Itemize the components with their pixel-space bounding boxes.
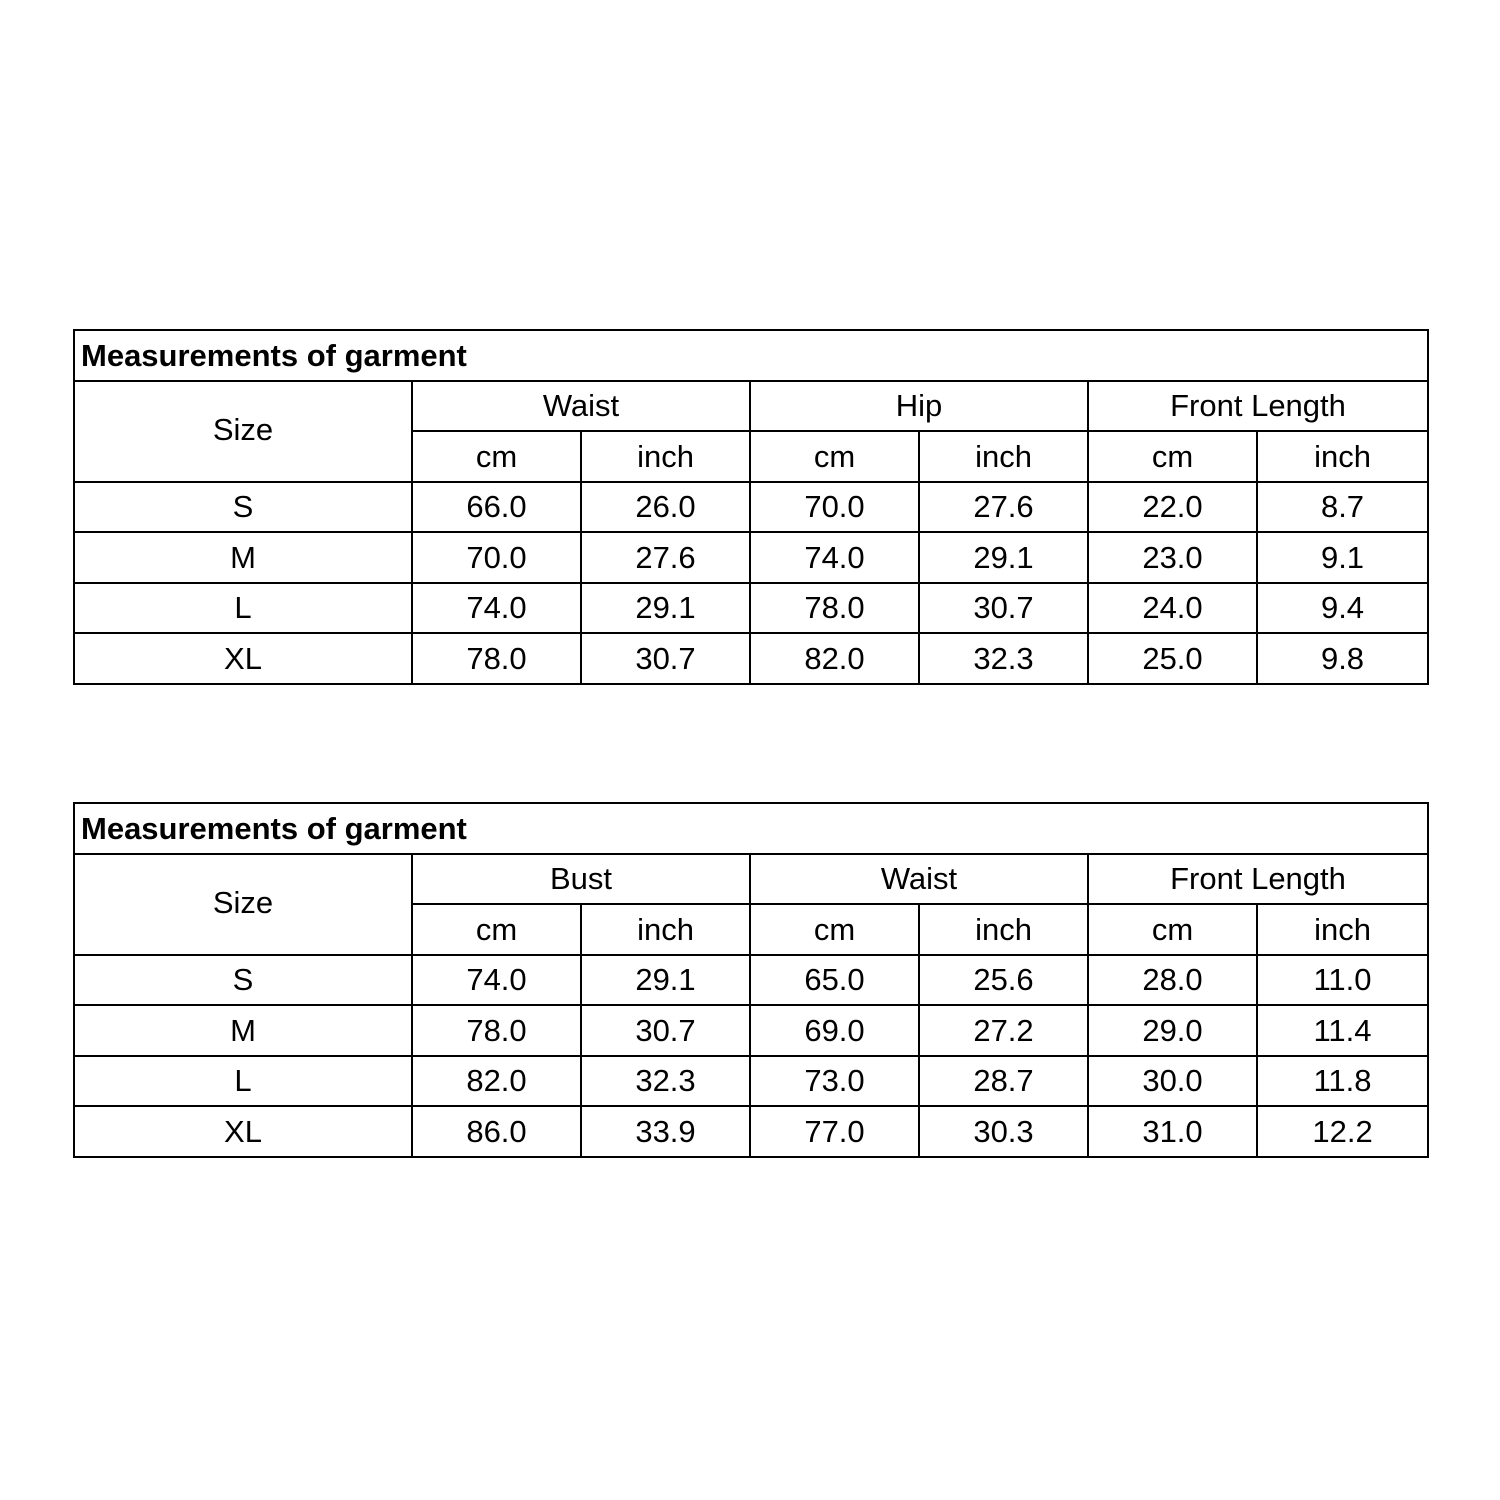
value-cell: 74.0 — [750, 532, 919, 583]
group-header-hip: Hip — [750, 381, 1088, 432]
value-cell: 30.7 — [581, 1005, 750, 1056]
value-cell: 86.0 — [412, 1106, 581, 1157]
unit-header: inch — [1257, 904, 1428, 955]
size-column-header: Size — [74, 854, 412, 955]
table-row — [74, 1106, 1428, 1157]
value-cell: 30.0 — [1088, 1056, 1257, 1107]
value-cell: 65.0 — [750, 955, 919, 1006]
group-header-bust: Bust — [412, 854, 750, 905]
value-cell: 30.7 — [919, 583, 1088, 634]
table-row — [74, 955, 1428, 1006]
group-header-row — [74, 381, 1428, 432]
unit-header: inch — [581, 904, 750, 955]
size-cell: M — [74, 532, 412, 583]
table-title-row — [74, 330, 1428, 381]
value-cell: 11.0 — [1257, 955, 1428, 1006]
size-cell: M — [74, 1005, 412, 1056]
value-cell: 78.0 — [412, 633, 581, 684]
size-cell: L — [74, 1056, 412, 1107]
value-cell: 66.0 — [412, 482, 581, 533]
table-title-row — [74, 803, 1428, 854]
value-cell: 69.0 — [750, 1005, 919, 1056]
value-cell: 8.7 — [1257, 482, 1428, 533]
unit-header: inch — [919, 904, 1088, 955]
table-row — [74, 1056, 1428, 1107]
value-cell: 82.0 — [412, 1056, 581, 1107]
value-cell: 12.2 — [1257, 1106, 1428, 1157]
value-cell: 29.1 — [581, 955, 750, 1006]
table-row — [74, 482, 1428, 533]
measurement-table-2 — [73, 802, 1429, 1158]
unit-header: inch — [1257, 431, 1428, 482]
value-cell: 74.0 — [412, 955, 581, 1006]
value-cell: 27.2 — [919, 1005, 1088, 1056]
value-cell: 70.0 — [412, 532, 581, 583]
value-cell: 77.0 — [750, 1106, 919, 1157]
size-column-header: Size — [74, 381, 412, 482]
value-cell: 28.0 — [1088, 955, 1257, 1006]
value-cell: 9.1 — [1257, 532, 1428, 583]
size-cell: S — [74, 955, 412, 1006]
value-cell: 74.0 — [412, 583, 581, 634]
value-cell: 29.0 — [1088, 1005, 1257, 1056]
measurement-table-1 — [73, 329, 1429, 685]
table-row — [74, 532, 1428, 583]
value-cell: 29.1 — [581, 583, 750, 634]
value-cell: 25.0 — [1088, 633, 1257, 684]
group-header-waist: Waist — [412, 381, 750, 432]
table-row — [74, 1005, 1428, 1056]
unit-header: cm — [412, 904, 581, 955]
unit-header: cm — [412, 431, 581, 482]
value-cell: 23.0 — [1088, 532, 1257, 583]
value-cell: 31.0 — [1088, 1106, 1257, 1157]
group-header-waist: Waist — [750, 854, 1088, 905]
unit-header: inch — [581, 431, 750, 482]
group-header-row — [74, 854, 1428, 905]
value-cell: 9.4 — [1257, 583, 1428, 634]
table-row — [74, 583, 1428, 634]
value-cell: 25.6 — [919, 955, 1088, 1006]
unit-header: cm — [750, 431, 919, 482]
value-cell: 11.8 — [1257, 1056, 1428, 1107]
size-cell: XL — [74, 633, 412, 684]
table-row — [74, 633, 1428, 684]
value-cell: 27.6 — [919, 482, 1088, 533]
value-cell: 33.9 — [581, 1106, 750, 1157]
value-cell: 82.0 — [750, 633, 919, 684]
value-cell: 78.0 — [750, 583, 919, 634]
value-cell: 70.0 — [750, 482, 919, 533]
value-cell: 9.8 — [1257, 633, 1428, 684]
value-cell: 78.0 — [412, 1005, 581, 1056]
value-cell: 32.3 — [919, 633, 1088, 684]
size-cell: L — [74, 583, 412, 634]
value-cell: 73.0 — [750, 1056, 919, 1107]
value-cell: 28.7 — [919, 1056, 1088, 1107]
value-cell: 24.0 — [1088, 583, 1257, 634]
value-cell: 30.7 — [581, 633, 750, 684]
size-cell: S — [74, 482, 412, 533]
group-header-front-length: Front Length — [1088, 854, 1428, 905]
value-cell: 30.3 — [919, 1106, 1088, 1157]
value-cell: 26.0 — [581, 482, 750, 533]
group-header-front-length: Front Length — [1088, 381, 1428, 432]
value-cell: 22.0 — [1088, 482, 1257, 533]
unit-header: cm — [1088, 904, 1257, 955]
unit-header: cm — [1088, 431, 1257, 482]
value-cell: 27.6 — [581, 532, 750, 583]
unit-header: cm — [750, 904, 919, 955]
table-title: Measurements of garment — [74, 803, 1428, 854]
value-cell: 11.4 — [1257, 1005, 1428, 1056]
value-cell: 32.3 — [581, 1056, 750, 1107]
unit-header: inch — [919, 431, 1088, 482]
size-cell: XL — [74, 1106, 412, 1157]
value-cell: 29.1 — [919, 532, 1088, 583]
table-title: Measurements of garment — [74, 330, 1428, 381]
